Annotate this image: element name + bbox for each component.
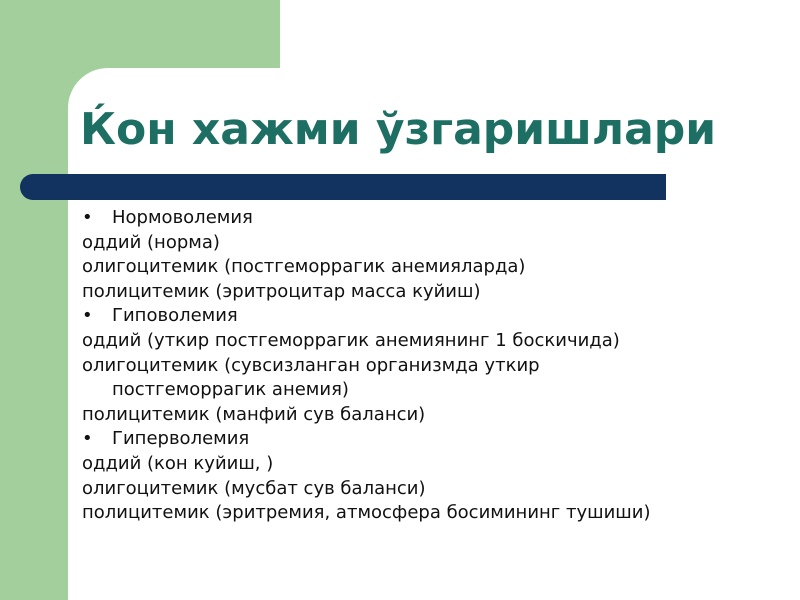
bullet-heading	[82, 304, 782, 329]
title-underline-bar	[20, 174, 666, 200]
list-line	[82, 280, 782, 305]
list-line	[82, 231, 782, 256]
slide-title: Ќон хажми ўзгаришлари	[80, 104, 717, 155]
line-text: Гиперволемия	[112, 428, 250, 450]
line-text: оддий (норма)	[82, 231, 220, 253]
bullet-heading	[82, 427, 782, 452]
list-line	[82, 452, 782, 477]
line-text: олигоцитемик (сувсизланган организмда уткир	[82, 354, 540, 376]
bullet-icon: •	[82, 207, 93, 228]
line-text: полицитемик (эритремия, атмосфера босимининг тушиши)	[82, 502, 651, 524]
line-text: полицитемик (эритроцитар масса куйиш)	[82, 280, 481, 302]
bullet-icon: •	[82, 305, 93, 327]
list-line	[82, 477, 782, 502]
bullet-heading	[82, 206, 782, 231]
line-text: Гиповолемия	[112, 305, 238, 327]
slide-body	[82, 206, 782, 526]
list-line	[82, 255, 782, 280]
list-line-continued	[82, 378, 782, 403]
list-line	[82, 354, 782, 379]
line-text: оддий (уткир постгеморрагик анемиянинг 1 боскичида)	[82, 329, 620, 351]
list-line	[82, 329, 782, 354]
line-text: олигоцитемик (постгеморрагик анемияларда)	[82, 256, 526, 278]
bullet-icon: •	[82, 428, 93, 450]
line-text: полицитемик (манфий сув баланси)	[82, 403, 426, 425]
line-text: оддий (кон куйиш, )	[82, 452, 274, 474]
list-line	[82, 501, 782, 526]
list-line	[82, 403, 782, 428]
line-text: Нормоволемия	[112, 207, 253, 228]
line-text: олигоцитемик (мусбат сув баланси)	[82, 477, 426, 499]
line-text: постгеморрагик анемия)	[112, 379, 349, 401]
